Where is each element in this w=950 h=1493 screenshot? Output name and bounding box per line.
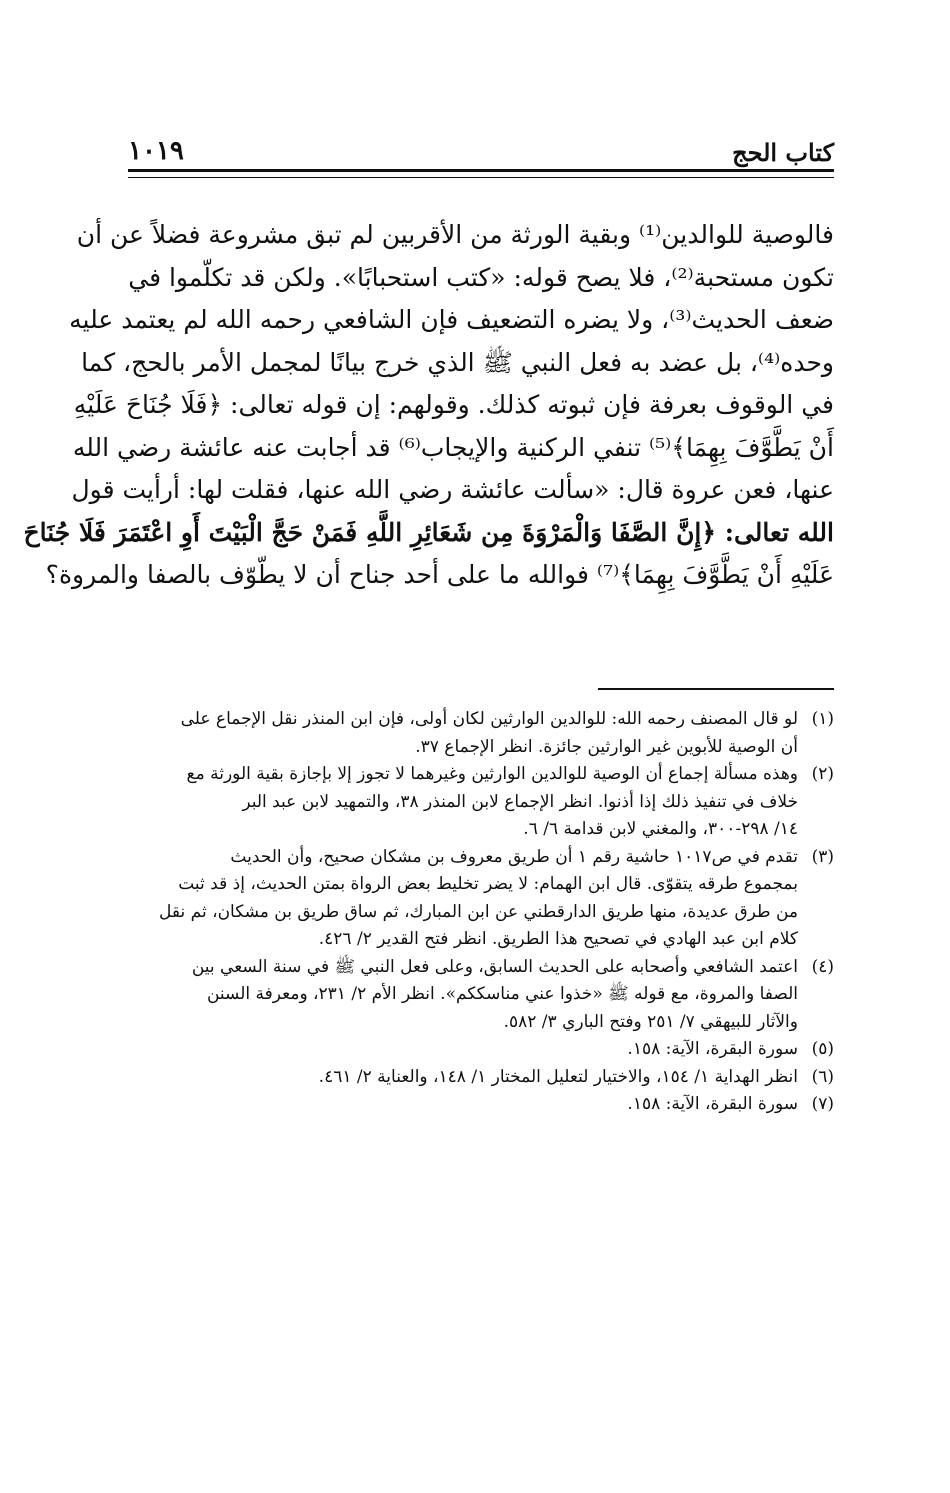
footnote-line: بمجموع طرقه يتقوّى. قال ابن الهمام: لا يضر تخليط بعض الرواة بمتن الحديث، إذ قد ثبت [178, 874, 798, 894]
footnote-3 [128, 844, 834, 954]
page-header [128, 120, 834, 176]
footnote-5 [128, 1036, 834, 1064]
main-body-text [23, 214, 834, 597]
footnote-line: الصفا والمروة، مع قوله ﷺ «خذوا عني مناسككم». انظر الأم ٢/ ٢٣١، ومعرفة السنن [206, 984, 798, 1004]
footnote-number: (٤) [811, 956, 834, 977]
footnote-number: (٥) [811, 1039, 834, 1059]
footnote-number: (٣) [811, 846, 834, 867]
body-line: عَلَيْهِ أَنْ يَطَّوَّفَ بِهِمَا﴾⁽⁷⁾ فوالله ما على أحد جناح أن لا يطّوّف بالصفا والمروة؟ [45, 560, 834, 589]
footnote-line: وهذه مسألة إجماع أن الوصية للوالدين الوارثين وغيرهما لا تجوز إلا بإجازة بقية الورثة مع [186, 764, 798, 784]
footnote-6 [128, 1064, 834, 1092]
footnote-line: كلام ابن عبد الهادي في تصحيح هذا الطريق. انظر فتح القدير ٢/ ٤٢٦. [318, 929, 798, 949]
footnote-line: تقدم في ص١٠١٧ حاشية رقم ١ أن طريق معروف بن مشكان صحيح، وأن الحديث [230, 846, 798, 867]
body-line: عنها، فعن عروة قال: «سألت عائشة رضي الله عنها، فقلت لها: أرأيت قول [71, 475, 834, 504]
footnote-line: سورة البقرة، الآية: ١٥٨. [627, 1094, 798, 1114]
footnote-number: (٦) [811, 1066, 834, 1087]
footnote-1 [128, 706, 834, 761]
body-line: في الوقوف بعرفة فإن ثبوته كذلك. وقولهم: إن قوله تعالى: ﴿فَلَا جُنَاحَ عَلَيْهِ [73, 390, 834, 419]
body-line: وحده⁽⁴⁾، بل عضد به فعل النبي ﷺ الذي خرج بيانًا لمجمل الأمر بالحج، كما [81, 347, 834, 377]
footnote-line: خلاف في تنفيذ ذلك إذا أذنوا. انظر الإجماع لابن المنذر ٣٨، والتمهيد لابن عبد البر [242, 791, 798, 812]
footnotes [128, 706, 834, 1119]
body-line: فالوصية للوالدين⁽¹⁾ وبقية الورثة من الأقربين لم تبق مشروعة فضلاً عن أن [76, 220, 834, 249]
body-line: تكون مستحبة⁽²⁾، فلا يصح قوله: «كتب استحبابًا». ولكن قد تكلّموا في [128, 262, 834, 292]
footnote-4 [128, 954, 834, 1037]
footnote-line: والآثار للبيهقي ٧/ ٢٥١ وفتح الباري ٣/ ٥٨٢. [503, 1011, 798, 1032]
body-line: ضعف الحديث⁽³⁾، ولا يضره التضعيف فإن الشافعي رحمه الله لم يعتمد عليه [69, 305, 834, 334]
footnote-line: انظر الهداية ١/ ١٥٤، والاختيار لتعليل المختار ١/ ١٤٨، والعناية ٢/ ٤٦١. [318, 1066, 798, 1087]
footnote-line: ١٤/ ٢٩٨-٣٠٠، والمغني لابن قدامة ٦/ ٦. [523, 819, 798, 839]
footnote-line: لو قال المصنف رحمه الله: للوالدين الوارثين لكان أولى، فإن ابن المنذر نقل الإجماع على [180, 709, 798, 729]
footnote-2 [128, 761, 834, 844]
body-line-quran: الله تعالى: ﴿إِنَّ الصَّفَا وَالْمَرْوَةَ مِن شَعَائِرِ اللَّهِ فَمَنْ حَجَّ الْبَيْتَ أَوِ اعْتَمَرَ فَلَا جُنَاحَ [23, 517, 834, 547]
footnote-number: (١) [811, 709, 834, 729]
footnote-line: من طرق عديدة، منها طريق الدارقطني عن ابن المبارك، ثم ساق طريق بن مشكان، ثم نقل [159, 901, 798, 922]
footnote-number: (٢) [811, 764, 834, 784]
footnote-line: اعتمد الشافعي وأصحابه على الحديث السابق، وعلى فعل النبي ﷺ في سنة السعي بين [191, 956, 798, 977]
header-rule-thick [128, 169, 834, 172]
chapter-title: كتاب الحج [732, 138, 834, 167]
page-number: ١٠١٩ [128, 136, 184, 166]
footnote-line: سورة البقرة، الآية: ١٥٨. [627, 1039, 798, 1059]
footnote-separator [598, 688, 834, 690]
footnote-7 [128, 1091, 834, 1119]
header-rule-thin [128, 177, 834, 178]
footnote-line: أن الوصية للأبوين غير الوارثين جائزة. انظر الإجماع ٣٧. [415, 736, 798, 757]
footnote-number: (٧) [811, 1094, 834, 1114]
body-line: أَنْ يَطَّوَّفَ بِهِمَا﴾⁽⁵⁾ تنفي الركنية والإيجاب⁽⁶⁾ قد أجابت عنه عائشة رضي الله [72, 432, 834, 462]
